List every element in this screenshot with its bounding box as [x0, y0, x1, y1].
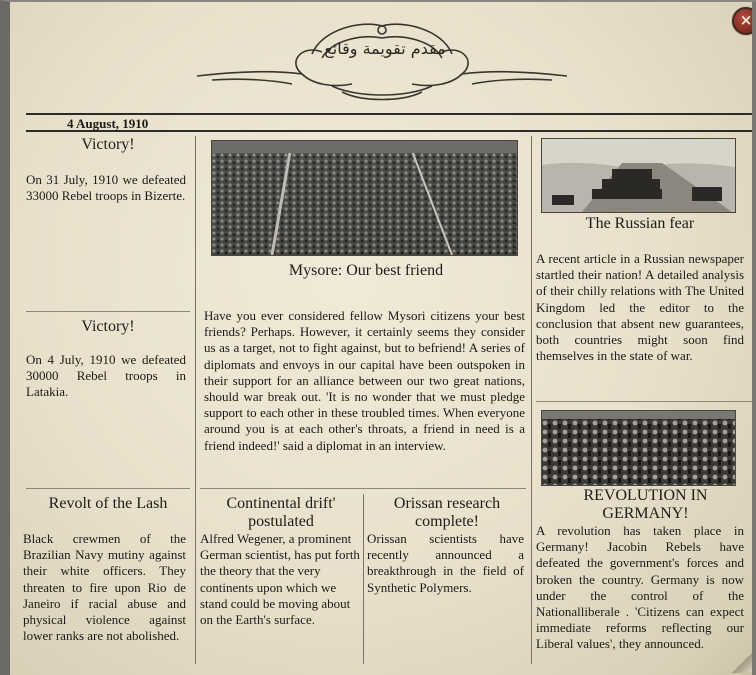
drift-body: Alfred Wegener, a prominent German scientist, has put forth the theory that the very continents upon which we stand could be moving about on the Earth's surface. [200, 531, 360, 628]
victory-1-headline: Victory! [81, 136, 135, 153]
parliament-photo [211, 140, 518, 256]
separator-right [536, 401, 754, 402]
masthead-title: مقدم تقويمة وقائع [324, 39, 446, 58]
separator-left-1 [26, 311, 190, 312]
page-curl [732, 643, 756, 673]
column-divider-right [531, 136, 532, 664]
russian-body: A recent article in a Russian newspaper startled their nation! A detailed analysis of their chilly relations with The United Kingdom led the editor to the conclusion that absent new guarantees, both countries might soon find themselves in the state of war. [536, 251, 744, 364]
victory-2-headline: Victory! [81, 318, 135, 335]
victory-2-body: On 4 July, 1910 we defeated 30000 Rebel troops in Latakia. [26, 352, 186, 400]
victory-1-body: On 31 July, 1910 we defeated 33000 Rebel troops in Bizerte. [26, 172, 186, 204]
separator-left-2 [26, 488, 190, 489]
top-rule [26, 113, 754, 115]
revolution-body: A revolution has taken place in Germany! Jacobin Rebels have defeated the government's forces and broken the country. Germany is now under the control of the Nationalliberale . 'Citizens can expect immediate reforms reflecting our Liberal values', they announced. [536, 523, 744, 652]
orissan-body: Orissan scientists have recently announced a breakthrough in the field of Synthetic Polymers. [367, 531, 524, 595]
revolt-headline: Revolt of the Lash [48, 495, 168, 512]
separator-mid [200, 488, 526, 489]
issue-date: 4 August, 1910 [67, 116, 149, 131]
drift-headline: Continental drift' postulated [226, 495, 336, 530]
revolt-body: Black crewmen of the Brazilian Navy mutiny against their white officers. They threaten to fire upon Rio de Janeiro if racial abuse and physical violence against lower ranks are not abolished. [23, 531, 186, 644]
close-button[interactable]: × [732, 7, 756, 35]
masthead-ornament [192, 14, 572, 104]
revolution-crowd-photo [541, 410, 736, 486]
russian-headline: The Russian fear [585, 215, 695, 232]
revolution-headline: REVOLUTION IN GERMANY! [583, 487, 708, 522]
column-divider-left [195, 136, 196, 664]
orissan-headline: Orissan research complete! [393, 495, 501, 530]
main-body: Have you ever considered fellow Mysori citizens your best friends? Perhaps. However, it certainly seems they consider us as a target, not to fight against, but to befriend! A series of diplomats and envoys in our capital have been outspoken in their support for an alliance between our two great nations, should war break out. 'It is no wonder that we must pledge support to each other in these troubled times. When everyone around you is at each other's throats, a friend in need is a friend indeed!' said a diplomat in an interview. [204, 308, 525, 453]
main-headline: Mysore: Our best friend [288, 262, 444, 279]
russian-march-photo [541, 138, 736, 213]
column-divider-bottom [363, 494, 364, 664]
